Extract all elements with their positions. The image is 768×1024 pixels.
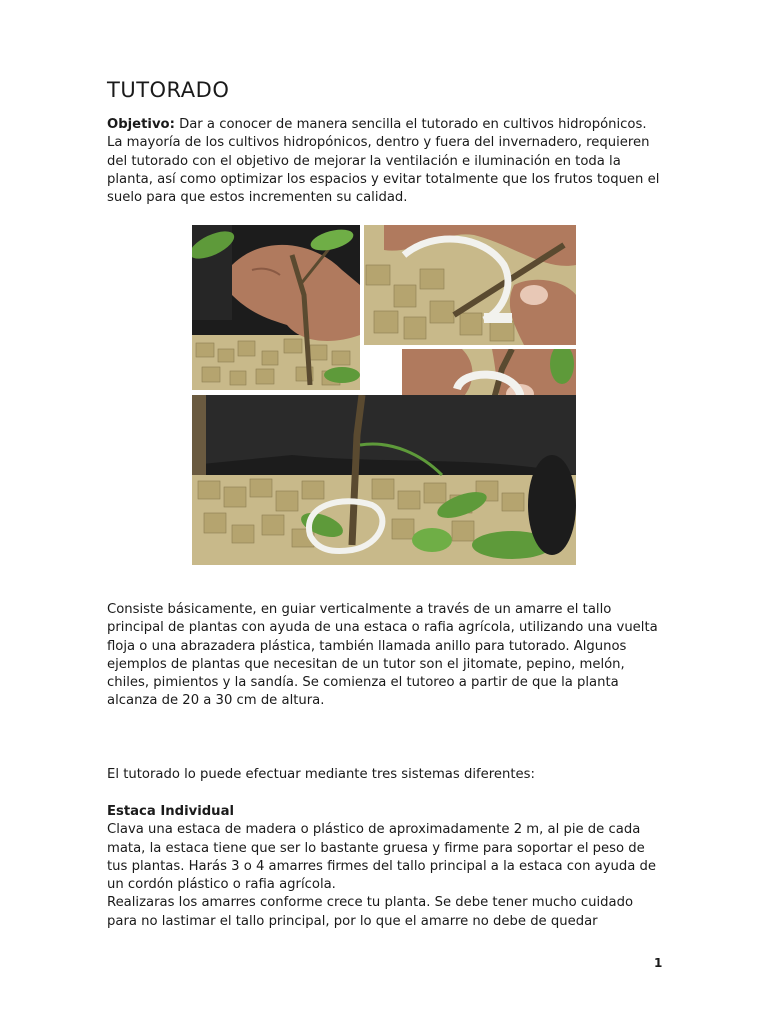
section-text-1: Clava una estaca de madera o plástico de aproximadamente 2 m, al pie de cada mata, la estaca tiene que ser lo bastante gruesa y firme para soportar el peso de tus plantas. Harás 3 o 4 amarres firmes del tallo principal a la estaca con ayuda de un cordón plástico o rafia agrícola.: [107, 822, 657, 893]
photo-placing-plastic-clip: [364, 225, 576, 345]
section-estaca-individual: [107, 803, 667, 931]
photo-hands-holding-stem: [192, 225, 360, 390]
page-title: TUTORADO: [107, 78, 230, 102]
objective-text: Dar a conocer de manera sencilla el tutorado en cultivos hidropónicos.: [174, 117, 647, 132]
description-paragraph: Consiste básicamente, en guiar verticalmente a través de un amarre el tallo principal de plantas con ayuda de una estaca o rafia agrícola, utilizando una vuelta floja o una abrazadera plástica, también llamada anillo para tutorado. Algunos ejemplos de plantas que necesitan de un tutor son el jitomate, pepino, melón, chiles, pimientos y la sandía. Se comienza el tutoreo a partir de que la planta alcanza de 20 a 30 cm de altura.: [107, 602, 658, 709]
objective-paragraph: [107, 116, 667, 207]
section-text-2: Realizaras los amarres conforme crece tu planta. Se debe tener mucho cuidado para no lastimar el tallo principal, por lo que el amarre no debe de quedar: [107, 895, 634, 929]
systems-intro: El tutorado lo puede efectuar mediante tres sistemas diferentes:: [107, 767, 535, 782]
intro-text: La mayoría de los cultivos hidropónicos, dentro y fuera del invernadero, requieren del tutorado con el objetivo de mejorar la ventilación e iluminación en toda la planta, así como optimizar los espacios y evitar totalmente que los frutos toquen el suelo para que estos incrementen su calidad.: [107, 135, 660, 206]
objective-label: Objetivo:: [107, 117, 175, 132]
tutoring-photo-collage: [192, 225, 576, 565]
photo-plant-with-clip: [192, 395, 576, 565]
page-number: 1: [654, 956, 663, 970]
section-heading: Estaca Individual: [107, 804, 234, 819]
